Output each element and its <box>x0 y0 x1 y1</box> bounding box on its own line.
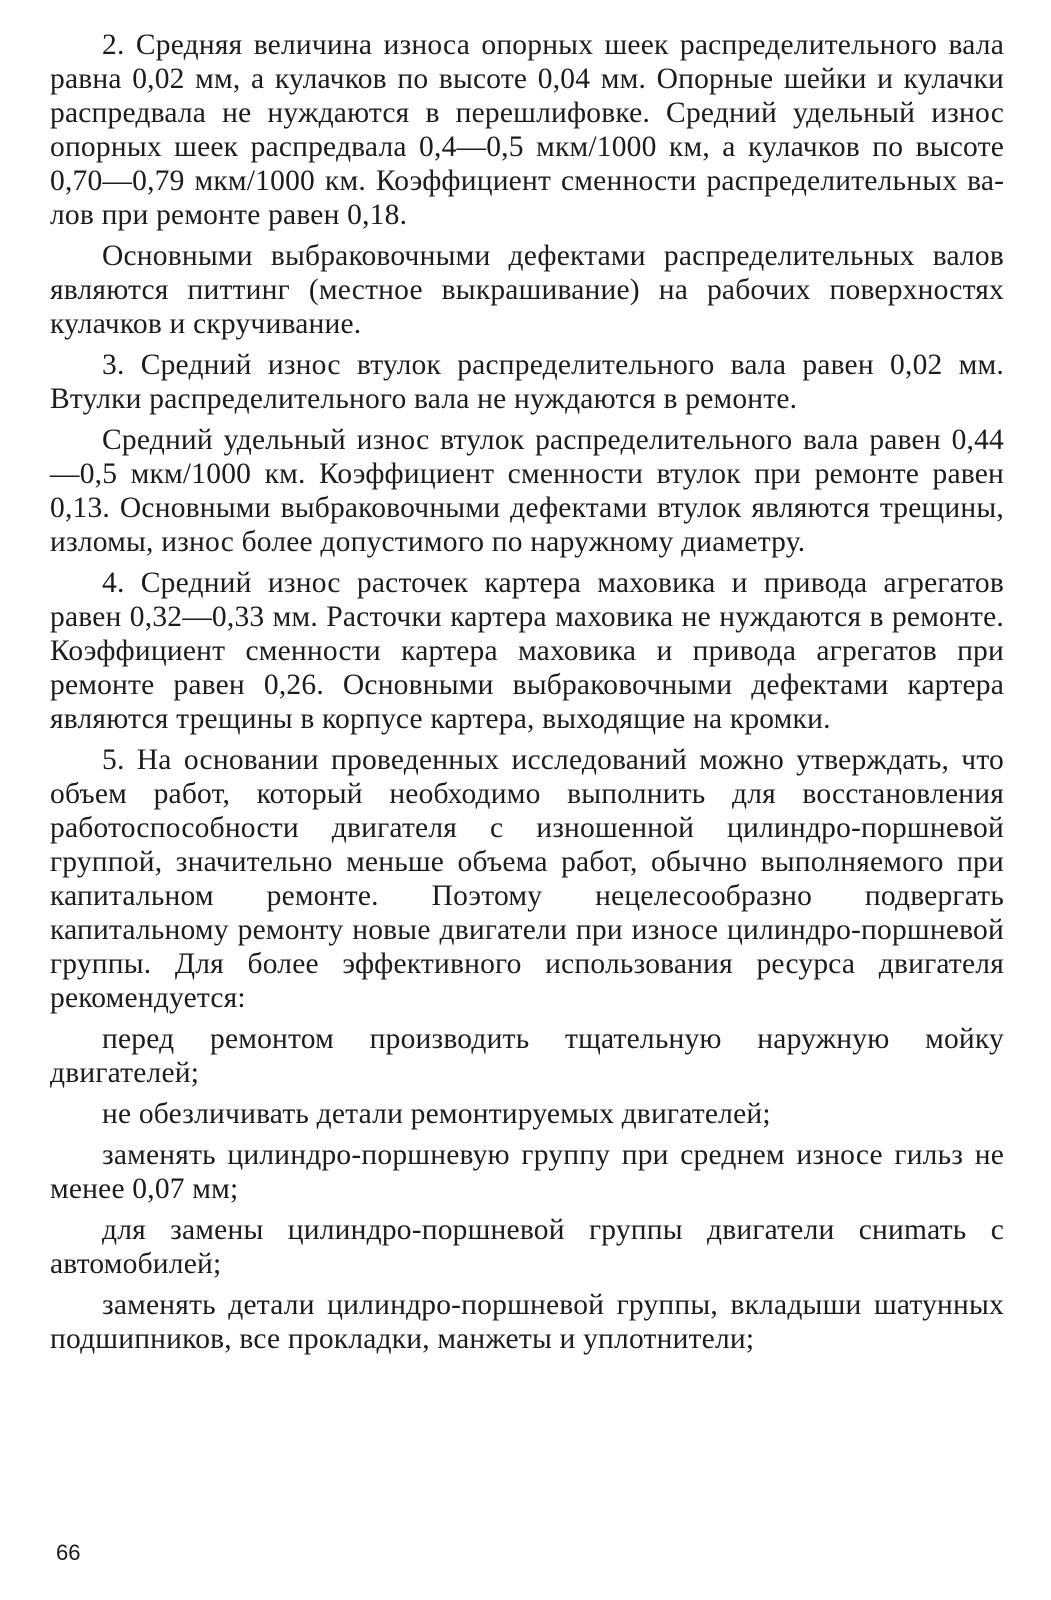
paragraph-conclusion: 5. На основании проведенных исследований можно утверждать, что объем работ, который необходимо выполнить для восстановления работоспособности двигателя с изношенной цилиндро-поршневой группой, значительно меньше объема работ, обычно выполняемого при капитальном ремонте. Поэтому нецелесообразно подвергать капитальному ремонту новые двигатели при износе цилиндро-поршневой группы. Для более эффективного использования ресурса двигателя рекомендуется: <box>50 744 1004 1014</box>
paragraph-camshaft-bushings: 3. Средний износ втулок распределительного вала равен 0,02 мм. Втулки распределительного вала не нуждаются в ремонте. <box>50 349 1004 415</box>
recommendation-engine-removal: для замены цилиндро-поршневой группы двигатели сниmать с автомобилей; <box>50 1214 1004 1280</box>
page-number: 66 <box>56 1540 81 1565</box>
paragraph-camshaft-defects: Основными выбраковочными дефектами распределительных валов являются питтинг (местное выкрашивание) на рабочих поверхностях кулачков и скручивание. <box>50 240 1004 340</box>
recommendation-parts-identity: не обезличивать детали ремонтируемых двигателей; <box>102 1098 771 1130</box>
recommendation-piston-group: заменять цилиндро-поршневую группу при среднем износе гильз не менее 0,07 мм; <box>50 1139 1004 1205</box>
paragraph-camshaft-journals: 2. Средняя величина износа опорных шеек распределительного вала равна 0,02 мм, а кулачков по высоте 0,04 мм. Опорные шейки и кулачки распредвала не нуждаются в перешлифовке. Средний удельный износ опорных шеек распредвала 0,4—0,5 мкм/1000 км, а кулачков по высоте 0,70—0,79 мкм/1000 км. Коэффициент сменности распределительных валов при ремонте равен 0,18. <box>50 29 1004 231</box>
recommendation-washing: перед ремонтом производить тщательную наружную мойку двигателей; <box>50 1023 1004 1089</box>
page-body <box>50 28 1004 1363</box>
paragraph-bushing-wear: Средний удельный износ втулок распределительного вала равен 0,44—0,5 мкм/1000 км. Коэффициент сменности втулок при ремонте равен 0,13. Основными выбраковочными дефектами втулок являются трещины, изломы, износ более допустимого по наружному диаметру. <box>50 424 1004 558</box>
recommendation-replace-parts: заменять детали цилиндро-поршневой группы, вкладыши шатунных подшипников, все прокладки, манжеты и уплотнители; <box>50 1289 1004 1355</box>
paragraph-flywheel-housing: 4. Средний износ расточек картера маховика и привода агрегатов равен 0,32—0,33 мм. Расточки картера маховика не нуждаются в ремонте. Коэффициент сменности картера маховика и привода агрегатов при ремонте равен 0,26. Основными выбраковочными дефектами картера являются трещины в корпусе картера, выходящие на кромки. <box>50 567 1004 735</box>
